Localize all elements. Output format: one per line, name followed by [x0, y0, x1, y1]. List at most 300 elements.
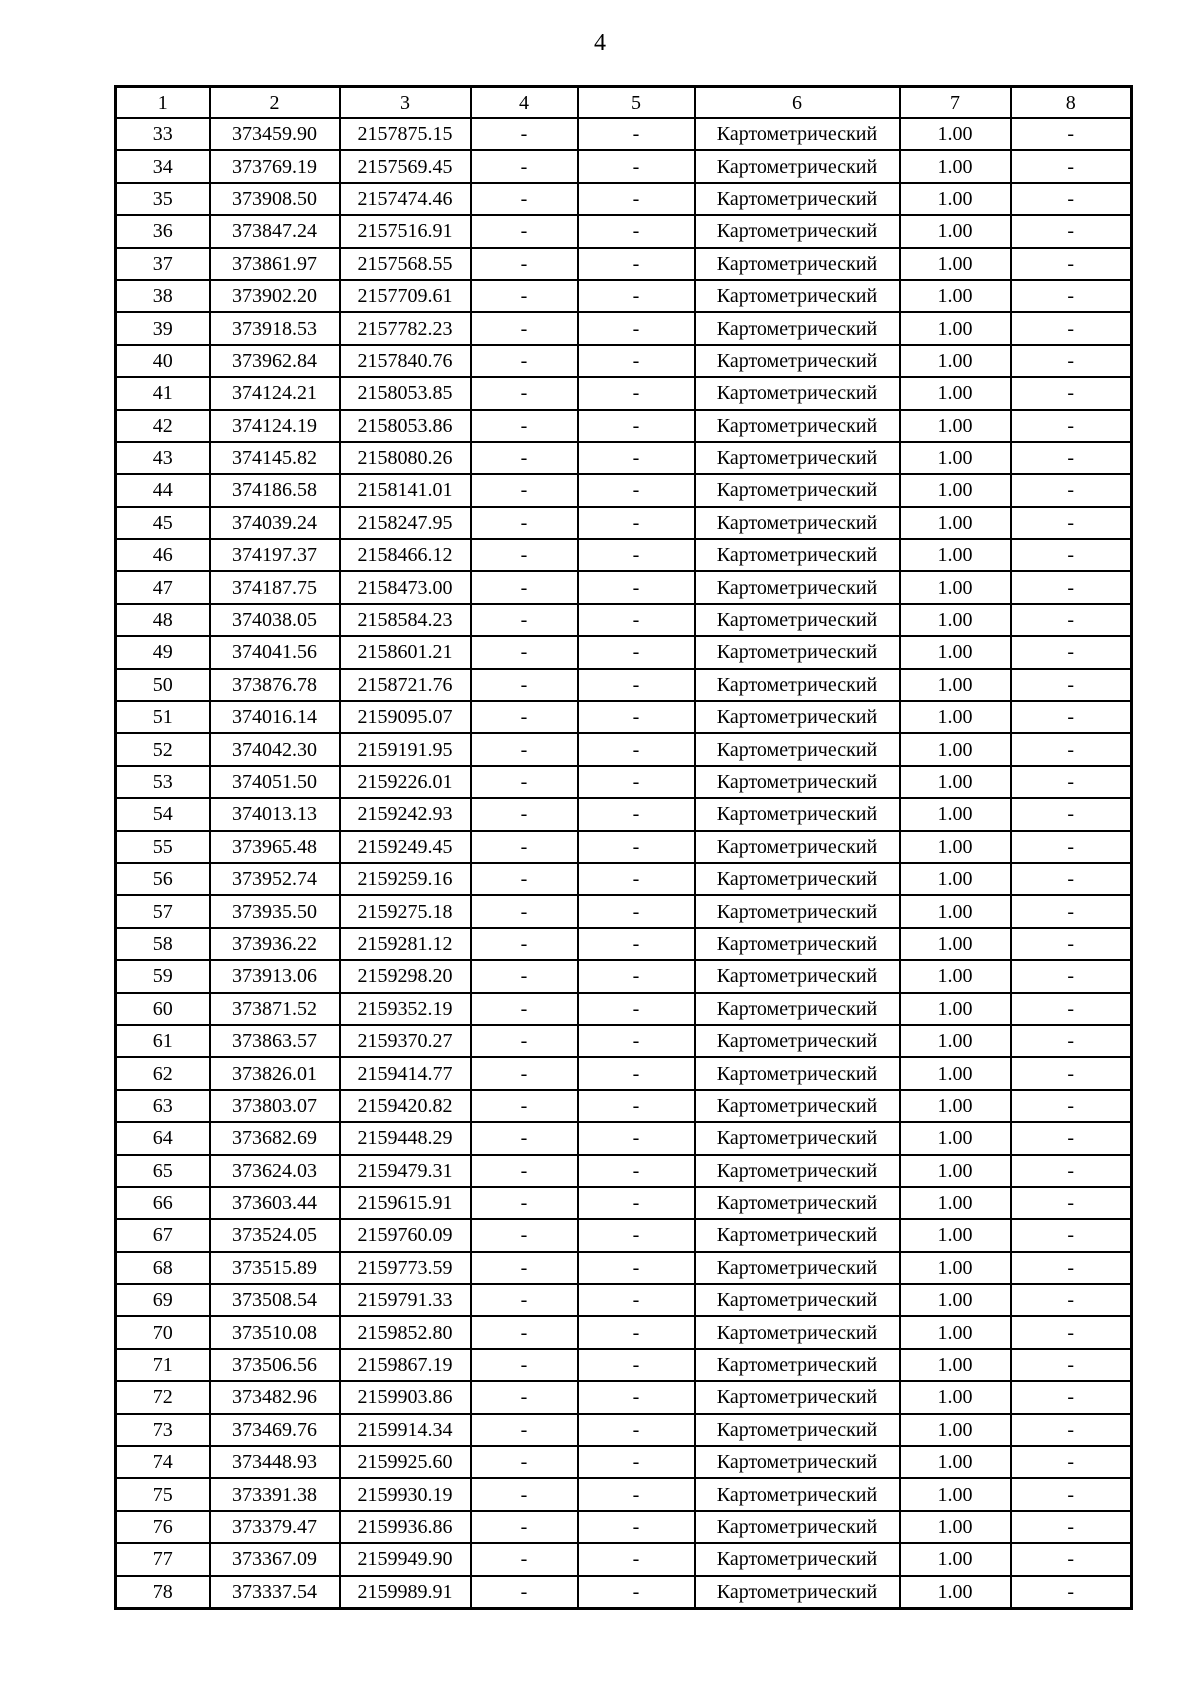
- method-cell: Картометрический: [695, 345, 900, 377]
- method-cell: Картометрический: [695, 410, 900, 442]
- column-5-cell: -: [578, 960, 695, 992]
- point-number-cell: 62: [116, 1057, 210, 1089]
- point-number-cell: 46: [116, 539, 210, 571]
- accuracy-cell: 1.00: [900, 863, 1011, 895]
- accuracy-cell: 1.00: [900, 669, 1011, 701]
- column-4-cell: -: [471, 1316, 578, 1348]
- x-coordinate-cell: 374197.37: [210, 539, 340, 571]
- point-number-cell: 55: [116, 831, 210, 863]
- method-cell: Картометрический: [695, 993, 900, 1025]
- accuracy-cell: 1.00: [900, 312, 1011, 344]
- x-coordinate-cell: 373871.52: [210, 993, 340, 1025]
- y-coordinate-cell: 2158721.76: [340, 669, 471, 701]
- method-cell: Картометрический: [695, 1187, 900, 1219]
- column-8-cell: -: [1011, 928, 1132, 960]
- table-row: [116, 150, 1132, 182]
- y-coordinate-cell: 2159867.19: [340, 1349, 471, 1381]
- point-number-cell: 47: [116, 571, 210, 603]
- y-coordinate-cell: 2159930.19: [340, 1478, 471, 1510]
- point-number-cell: 42: [116, 410, 210, 442]
- column-5-cell: -: [578, 895, 695, 927]
- method-cell: Картометрический: [695, 831, 900, 863]
- method-cell: Картометрический: [695, 1057, 900, 1089]
- method-cell: Картометрический: [695, 507, 900, 539]
- x-coordinate-cell: 374145.82: [210, 442, 340, 474]
- column-5-cell: -: [578, 507, 695, 539]
- column-4-cell: -: [471, 604, 578, 636]
- method-cell: Картометрический: [695, 1511, 900, 1543]
- accuracy-cell: 1.00: [900, 571, 1011, 603]
- column-8-cell: -: [1011, 507, 1132, 539]
- point-number-cell: 64: [116, 1122, 210, 1154]
- y-coordinate-cell: 2159448.29: [340, 1122, 471, 1154]
- column-5-cell: -: [578, 442, 695, 474]
- table-row: [116, 863, 1132, 895]
- x-coordinate-cell: 373337.54: [210, 1576, 340, 1609]
- accuracy-cell: 1.00: [900, 150, 1011, 182]
- point-number-cell: 60: [116, 993, 210, 1025]
- point-number-cell: 45: [116, 507, 210, 539]
- point-number-cell: 59: [116, 960, 210, 992]
- x-coordinate-cell: 373952.74: [210, 863, 340, 895]
- y-coordinate-cell: 2159760.09: [340, 1219, 471, 1251]
- y-coordinate-cell: 2159479.31: [340, 1155, 471, 1187]
- y-coordinate-cell: 2159298.20: [340, 960, 471, 992]
- accuracy-cell: 1.00: [900, 895, 1011, 927]
- y-coordinate-cell: 2159989.91: [340, 1576, 471, 1609]
- x-coordinate-cell: 373769.19: [210, 150, 340, 182]
- y-coordinate-cell: 2159249.45: [340, 831, 471, 863]
- table-row: [116, 248, 1132, 280]
- accuracy-cell: 1.00: [900, 1155, 1011, 1187]
- column-4-cell: -: [471, 507, 578, 539]
- method-cell: Картометрический: [695, 1155, 900, 1187]
- accuracy-cell: 1.00: [900, 183, 1011, 215]
- column-4-cell: -: [471, 280, 578, 312]
- x-coordinate-cell: 373482.96: [210, 1381, 340, 1413]
- method-cell: Картометрический: [695, 1446, 900, 1478]
- x-coordinate-cell: 374124.21: [210, 377, 340, 409]
- point-number-cell: 73: [116, 1414, 210, 1446]
- y-coordinate-cell: 2159420.82: [340, 1090, 471, 1122]
- table-row: [116, 960, 1132, 992]
- x-coordinate-cell: 373367.09: [210, 1543, 340, 1575]
- table-row: [116, 345, 1132, 377]
- column-8-cell: -: [1011, 1349, 1132, 1381]
- y-coordinate-cell: 2159191.95: [340, 733, 471, 765]
- page-number: 4: [594, 30, 606, 56]
- column-4-cell: -: [471, 1543, 578, 1575]
- column-5-cell: -: [578, 1187, 695, 1219]
- y-coordinate-cell: 2159914.34: [340, 1414, 471, 1446]
- column-5-cell: -: [578, 410, 695, 442]
- point-number-cell: 66: [116, 1187, 210, 1219]
- column-8-cell: -: [1011, 280, 1132, 312]
- point-number-cell: 78: [116, 1576, 210, 1609]
- y-coordinate-cell: 2159352.19: [340, 993, 471, 1025]
- x-coordinate-cell: 373524.05: [210, 1219, 340, 1251]
- column-4-cell: -: [471, 118, 578, 150]
- accuracy-cell: 1.00: [900, 1576, 1011, 1609]
- column-4-cell: -: [471, 1478, 578, 1510]
- column-4-cell: -: [471, 1252, 578, 1284]
- column-8-cell: -: [1011, 150, 1132, 182]
- point-number-cell: 74: [116, 1446, 210, 1478]
- column-8-cell: -: [1011, 733, 1132, 765]
- column-4-cell: -: [471, 831, 578, 863]
- method-cell: Картометрический: [695, 701, 900, 733]
- method-cell: Картометрический: [695, 1381, 900, 1413]
- table-row: [116, 410, 1132, 442]
- method-cell: Картометрический: [695, 1090, 900, 1122]
- column-4-cell: -: [471, 1155, 578, 1187]
- column-5-cell: -: [578, 831, 695, 863]
- column-header: 2: [210, 87, 340, 119]
- table-row: [116, 1057, 1132, 1089]
- y-coordinate-cell: 2159414.77: [340, 1057, 471, 1089]
- y-coordinate-cell: 2159949.90: [340, 1543, 471, 1575]
- table-row: [116, 1284, 1132, 1316]
- y-coordinate-cell: 2158141.01: [340, 474, 471, 506]
- column-5-cell: -: [578, 1252, 695, 1284]
- y-coordinate-cell: 2158473.00: [340, 571, 471, 603]
- method-cell: Картометрический: [695, 960, 900, 992]
- point-number-cell: 68: [116, 1252, 210, 1284]
- column-4-cell: -: [471, 1576, 578, 1609]
- column-5-cell: -: [578, 993, 695, 1025]
- column-5-cell: -: [578, 1025, 695, 1057]
- table-row: [116, 1155, 1132, 1187]
- column-8-cell: -: [1011, 766, 1132, 798]
- column-4-cell: -: [471, 215, 578, 247]
- column-8-cell: -: [1011, 1252, 1132, 1284]
- column-5-cell: -: [578, 150, 695, 182]
- method-cell: Картометрический: [695, 377, 900, 409]
- x-coordinate-cell: 373965.48: [210, 831, 340, 863]
- column-4-cell: -: [471, 766, 578, 798]
- method-cell: Картометрический: [695, 150, 900, 182]
- y-coordinate-cell: 2157782.23: [340, 312, 471, 344]
- point-number-cell: 67: [116, 1219, 210, 1251]
- table-row: [116, 1316, 1132, 1348]
- column-8-cell: -: [1011, 701, 1132, 733]
- y-coordinate-cell: 2159095.07: [340, 701, 471, 733]
- accuracy-cell: 1.00: [900, 1252, 1011, 1284]
- column-4-cell: -: [471, 1284, 578, 1316]
- method-cell: Картометрический: [695, 215, 900, 247]
- method-cell: Картометрический: [695, 539, 900, 571]
- accuracy-cell: 1.00: [900, 1122, 1011, 1154]
- method-cell: Картометрический: [695, 604, 900, 636]
- column-8-cell: -: [1011, 345, 1132, 377]
- y-coordinate-cell: 2157840.76: [340, 345, 471, 377]
- column-4-cell: -: [471, 1349, 578, 1381]
- y-coordinate-cell: 2159259.16: [340, 863, 471, 895]
- method-cell: Картометрический: [695, 118, 900, 150]
- column-4-cell: -: [471, 312, 578, 344]
- column-5-cell: -: [578, 798, 695, 830]
- method-cell: Картометрический: [695, 895, 900, 927]
- table-row: [116, 280, 1132, 312]
- point-number-cell: 70: [116, 1316, 210, 1348]
- x-coordinate-cell: 374186.58: [210, 474, 340, 506]
- column-8-cell: -: [1011, 539, 1132, 571]
- point-number-cell: 49: [116, 636, 210, 668]
- column-8-cell: -: [1011, 1316, 1132, 1348]
- accuracy-cell: 1.00: [900, 960, 1011, 992]
- accuracy-cell: 1.00: [900, 1057, 1011, 1089]
- accuracy-cell: 1.00: [900, 1543, 1011, 1575]
- x-coordinate-cell: 373935.50: [210, 895, 340, 927]
- accuracy-cell: 1.00: [900, 507, 1011, 539]
- x-coordinate-cell: 374039.24: [210, 507, 340, 539]
- column-4-cell: -: [471, 733, 578, 765]
- point-number-cell: 58: [116, 928, 210, 960]
- column-5-cell: -: [578, 1284, 695, 1316]
- point-number-cell: 56: [116, 863, 210, 895]
- point-number-cell: 69: [116, 1284, 210, 1316]
- point-number-cell: 51: [116, 701, 210, 733]
- column-5-cell: -: [578, 215, 695, 247]
- accuracy-cell: 1.00: [900, 1219, 1011, 1251]
- column-5-cell: -: [578, 571, 695, 603]
- column-5-cell: -: [578, 766, 695, 798]
- point-number-cell: 43: [116, 442, 210, 474]
- method-cell: Картометрический: [695, 1284, 900, 1316]
- table-row: [116, 1025, 1132, 1057]
- column-5-cell: -: [578, 701, 695, 733]
- column-8-cell: -: [1011, 118, 1132, 150]
- y-coordinate-cell: 2158247.95: [340, 507, 471, 539]
- x-coordinate-cell: 374042.30: [210, 733, 340, 765]
- x-coordinate-cell: 373861.97: [210, 248, 340, 280]
- table-row: [116, 1543, 1132, 1575]
- y-coordinate-cell: 2159925.60: [340, 1446, 471, 1478]
- method-cell: Картометрический: [695, 669, 900, 701]
- accuracy-cell: 1.00: [900, 1316, 1011, 1348]
- x-coordinate-cell: 373803.07: [210, 1090, 340, 1122]
- column-8-cell: -: [1011, 863, 1132, 895]
- point-number-cell: 61: [116, 1025, 210, 1057]
- column-8-cell: -: [1011, 248, 1132, 280]
- column-header: 5: [578, 87, 695, 119]
- x-coordinate-cell: 373515.89: [210, 1252, 340, 1284]
- y-coordinate-cell: 2158053.85: [340, 377, 471, 409]
- x-coordinate-cell: 373510.08: [210, 1316, 340, 1348]
- accuracy-cell: 1.00: [900, 1090, 1011, 1122]
- column-8-cell: -: [1011, 1446, 1132, 1478]
- accuracy-cell: 1.00: [900, 766, 1011, 798]
- table-row: [116, 993, 1132, 1025]
- accuracy-cell: 1.00: [900, 1284, 1011, 1316]
- x-coordinate-cell: 373847.24: [210, 215, 340, 247]
- point-number-cell: 52: [116, 733, 210, 765]
- point-number-cell: 38: [116, 280, 210, 312]
- accuracy-cell: 1.00: [900, 248, 1011, 280]
- method-cell: Картометрический: [695, 733, 900, 765]
- x-coordinate-cell: 374038.05: [210, 604, 340, 636]
- table-row: [116, 474, 1132, 506]
- method-cell: Картометрический: [695, 571, 900, 603]
- accuracy-cell: 1.00: [900, 1511, 1011, 1543]
- column-8-cell: -: [1011, 1284, 1132, 1316]
- y-coordinate-cell: 2157709.61: [340, 280, 471, 312]
- method-cell: Картометрический: [695, 1025, 900, 1057]
- y-coordinate-cell: 2159281.12: [340, 928, 471, 960]
- table-row: [116, 733, 1132, 765]
- column-8-cell: -: [1011, 1122, 1132, 1154]
- column-4-cell: -: [471, 993, 578, 1025]
- accuracy-cell: 1.00: [900, 118, 1011, 150]
- x-coordinate-cell: 373682.69: [210, 1122, 340, 1154]
- table-row: [116, 118, 1132, 150]
- x-coordinate-cell: 373379.47: [210, 1511, 340, 1543]
- column-5-cell: -: [578, 1349, 695, 1381]
- point-number-cell: 77: [116, 1543, 210, 1575]
- accuracy-cell: 1.00: [900, 1446, 1011, 1478]
- column-4-cell: -: [471, 377, 578, 409]
- table-row: [116, 1349, 1132, 1381]
- accuracy-cell: 1.00: [900, 539, 1011, 571]
- column-5-cell: -: [578, 1511, 695, 1543]
- method-cell: Картометрический: [695, 312, 900, 344]
- table-row: [116, 183, 1132, 215]
- table-row: [116, 312, 1132, 344]
- column-8-cell: -: [1011, 1543, 1132, 1575]
- method-cell: Картометрический: [695, 1576, 900, 1609]
- table-row: [116, 1446, 1132, 1478]
- column-4-cell: -: [471, 571, 578, 603]
- y-coordinate-cell: 2159791.33: [340, 1284, 471, 1316]
- column-4-cell: -: [471, 442, 578, 474]
- x-coordinate-cell: 373603.44: [210, 1187, 340, 1219]
- x-coordinate-cell: 373508.54: [210, 1284, 340, 1316]
- y-coordinate-cell: 2158601.21: [340, 636, 471, 668]
- y-coordinate-cell: 2157474.46: [340, 183, 471, 215]
- column-5-cell: -: [578, 928, 695, 960]
- table-row: [116, 928, 1132, 960]
- point-number-cell: 33: [116, 118, 210, 150]
- accuracy-cell: 1.00: [900, 798, 1011, 830]
- y-coordinate-cell: 2159936.86: [340, 1511, 471, 1543]
- point-number-cell: 54: [116, 798, 210, 830]
- column-8-cell: -: [1011, 604, 1132, 636]
- column-4-cell: -: [471, 248, 578, 280]
- column-8-cell: -: [1011, 831, 1132, 863]
- y-coordinate-cell: 2157516.91: [340, 215, 471, 247]
- method-cell: Картометрический: [695, 928, 900, 960]
- x-coordinate-cell: 373913.06: [210, 960, 340, 992]
- column-8-cell: -: [1011, 442, 1132, 474]
- y-coordinate-cell: 2158053.86: [340, 410, 471, 442]
- y-coordinate-cell: 2157875.15: [340, 118, 471, 150]
- column-8-cell: -: [1011, 993, 1132, 1025]
- table-header-row: [116, 87, 1132, 119]
- accuracy-cell: 1.00: [900, 1478, 1011, 1510]
- method-cell: Картометрический: [695, 1349, 900, 1381]
- x-coordinate-cell: 373962.84: [210, 345, 340, 377]
- accuracy-cell: 1.00: [900, 1025, 1011, 1057]
- column-header: 1: [116, 87, 210, 119]
- table-row: [116, 1219, 1132, 1251]
- x-coordinate-cell: 373391.38: [210, 1478, 340, 1510]
- column-5-cell: -: [578, 1316, 695, 1348]
- column-4-cell: -: [471, 863, 578, 895]
- table-row: [116, 507, 1132, 539]
- accuracy-cell: 1.00: [900, 604, 1011, 636]
- column-8-cell: -: [1011, 1057, 1132, 1089]
- column-4-cell: -: [471, 1414, 578, 1446]
- x-coordinate-cell: 373936.22: [210, 928, 340, 960]
- column-8-cell: -: [1011, 669, 1132, 701]
- column-4-cell: -: [471, 928, 578, 960]
- accuracy-cell: 1.00: [900, 345, 1011, 377]
- column-8-cell: -: [1011, 1025, 1132, 1057]
- accuracy-cell: 1.00: [900, 1187, 1011, 1219]
- accuracy-cell: 1.00: [900, 410, 1011, 442]
- column-header: 8: [1011, 87, 1132, 119]
- point-number-cell: 57: [116, 895, 210, 927]
- table-row: [116, 215, 1132, 247]
- column-5-cell: -: [578, 604, 695, 636]
- y-coordinate-cell: 2159370.27: [340, 1025, 471, 1057]
- column-5-cell: -: [578, 345, 695, 377]
- point-number-cell: 63: [116, 1090, 210, 1122]
- table-row: [116, 669, 1132, 701]
- x-coordinate-cell: 373624.03: [210, 1155, 340, 1187]
- table-row: [116, 1090, 1132, 1122]
- table-row: [116, 1511, 1132, 1543]
- method-cell: Картометрический: [695, 863, 900, 895]
- table-row: [116, 1478, 1132, 1510]
- accuracy-cell: 1.00: [900, 474, 1011, 506]
- point-number-cell: 71: [116, 1349, 210, 1381]
- x-coordinate-cell: 373826.01: [210, 1057, 340, 1089]
- method-cell: Картометрический: [695, 474, 900, 506]
- method-cell: Картометрический: [695, 1414, 900, 1446]
- column-header: 6: [695, 87, 900, 119]
- column-header: 4: [471, 87, 578, 119]
- column-4-cell: -: [471, 1090, 578, 1122]
- accuracy-cell: 1.00: [900, 636, 1011, 668]
- column-4-cell: -: [471, 1187, 578, 1219]
- column-8-cell: -: [1011, 1187, 1132, 1219]
- method-cell: Картометрический: [695, 1122, 900, 1154]
- column-4-cell: -: [471, 539, 578, 571]
- x-coordinate-cell: 374051.50: [210, 766, 340, 798]
- column-4-cell: -: [471, 895, 578, 927]
- column-8-cell: -: [1011, 1219, 1132, 1251]
- column-4-cell: -: [471, 1381, 578, 1413]
- point-number-cell: 37: [116, 248, 210, 280]
- table-row: [116, 701, 1132, 733]
- column-8-cell: -: [1011, 636, 1132, 668]
- column-8-cell: -: [1011, 571, 1132, 603]
- table-row: [116, 1381, 1132, 1413]
- column-4-cell: -: [471, 636, 578, 668]
- table-body: [116, 118, 1132, 1608]
- y-coordinate-cell: 2159275.18: [340, 895, 471, 927]
- column-8-cell: -: [1011, 1511, 1132, 1543]
- column-4-cell: -: [471, 345, 578, 377]
- table-row: [116, 377, 1132, 409]
- x-coordinate-cell: 373876.78: [210, 669, 340, 701]
- column-5-cell: -: [578, 1155, 695, 1187]
- column-8-cell: -: [1011, 312, 1132, 344]
- column-4-cell: -: [471, 960, 578, 992]
- table-row: [116, 798, 1132, 830]
- table-row: [116, 604, 1132, 636]
